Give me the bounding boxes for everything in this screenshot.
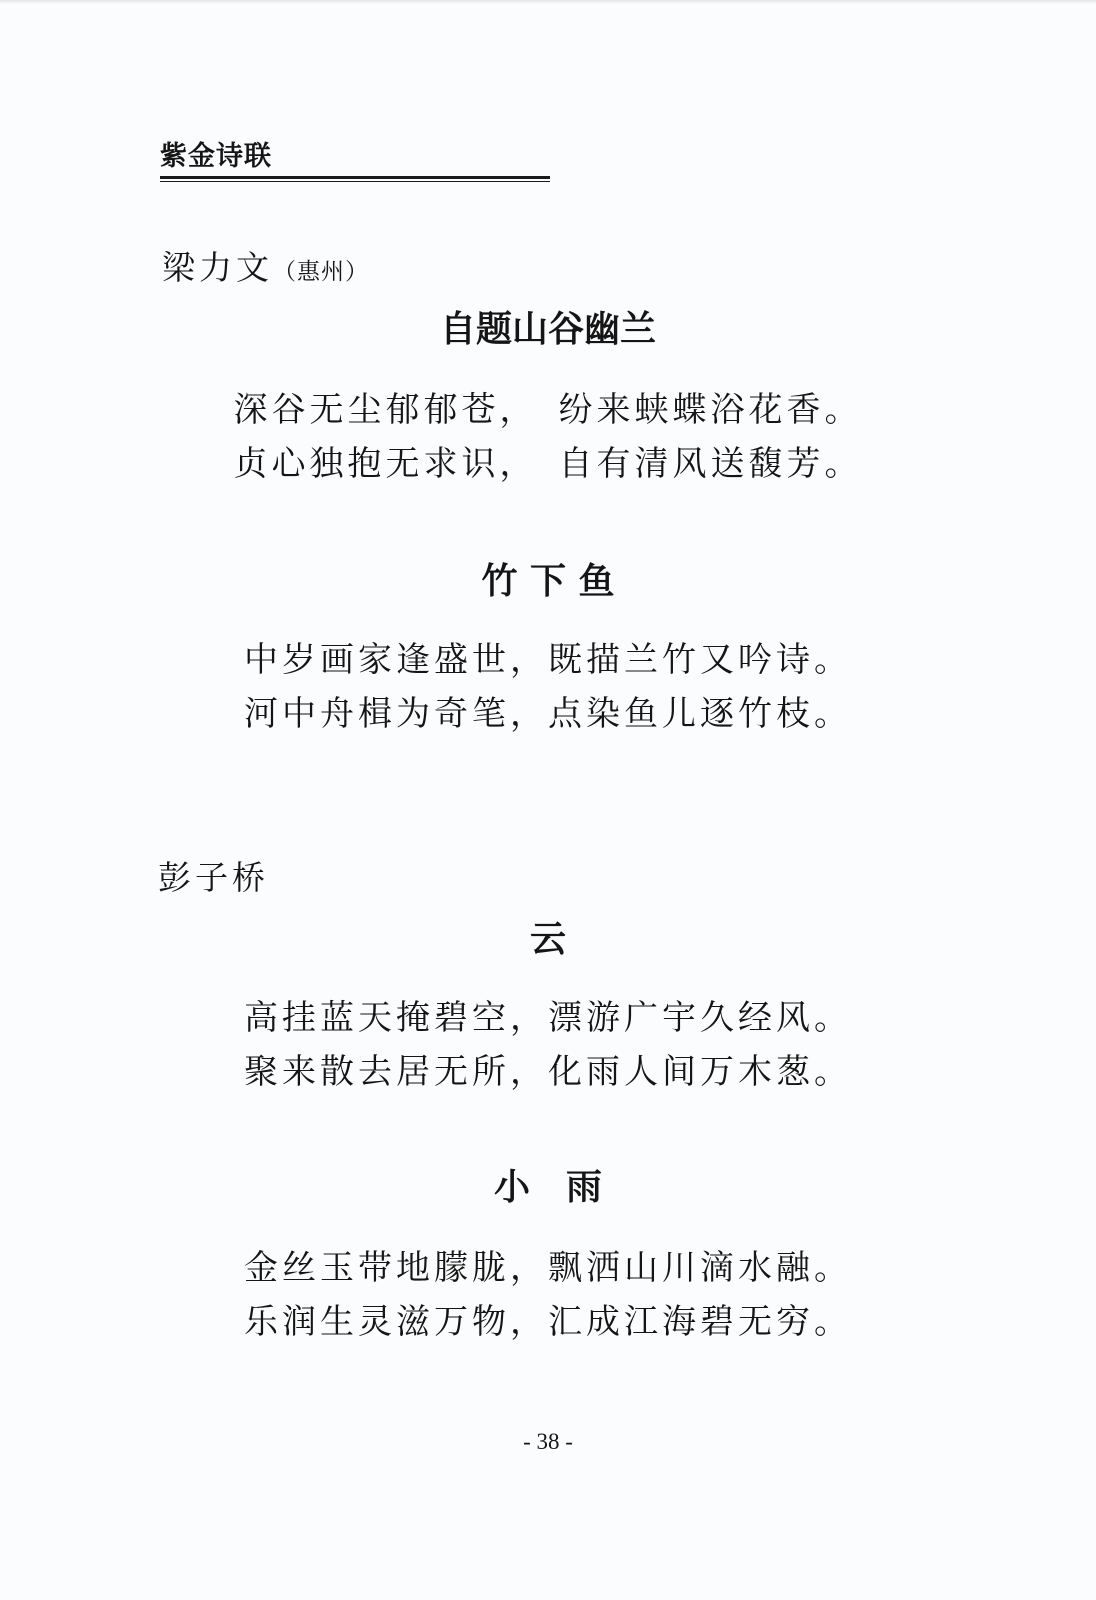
author-name-text: 梁力文: [162, 248, 273, 287]
poem-title: 小 雨: [493, 1167, 602, 1208]
author-place: （惠州）: [273, 259, 369, 285]
journal-title: 紫金诗联: [160, 141, 272, 172]
poem-line: 高挂蓝天掩碧空，漂游广宇久经风。: [244, 998, 852, 1038]
author-name: [158, 858, 269, 902]
running-header: [160, 140, 550, 182]
header-rule-thin: [160, 181, 550, 182]
author-name-text: 彭子桥: [158, 858, 269, 897]
page-top-edge: [0, 0, 1096, 4]
poem-line: 河中舟楫为奇笔，点染鱼儿逐竹枝。: [244, 694, 852, 734]
poem-line: 聚来散去居无所，化雨人间万木葱。: [244, 1052, 852, 1092]
poem-line: 贞心独抱无求识， 自有清风送馥芳。: [233, 444, 863, 484]
poem-line: 深谷无尘郁郁苍， 纷来蛱蝶浴花香。: [233, 390, 863, 430]
poem-line: 金丝玉带地朦胧，飘洒山川滴水融。: [244, 1248, 852, 1288]
poem-title: 自题山谷幽兰: [439, 309, 656, 350]
poem-title: 竹 下 鱼: [481, 561, 615, 602]
author-name: [162, 248, 369, 292]
header-rule-thick: [160, 176, 550, 179]
page-number: - 38 -: [523, 1429, 573, 1454]
poem-line: 乐润生灵滋万物，汇成江海碧无穷。: [244, 1302, 852, 1342]
poem-title: 云: [529, 919, 566, 960]
poem-line: 中岁画家逢盛世，既描兰竹又吟诗。: [244, 640, 852, 680]
